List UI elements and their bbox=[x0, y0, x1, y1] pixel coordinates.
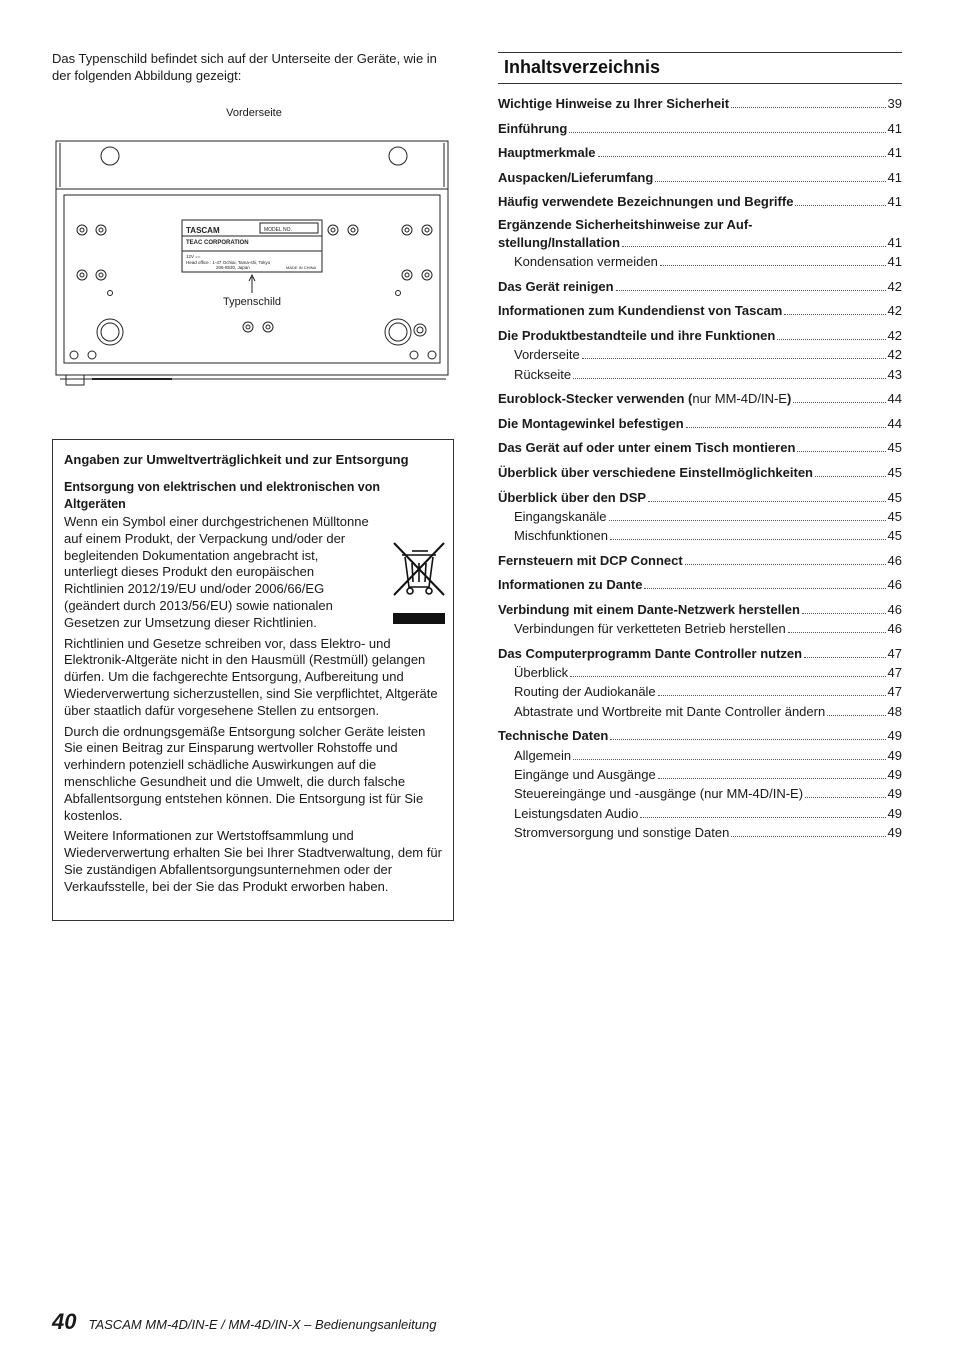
toc-entry-page: 49 bbox=[887, 766, 902, 782]
toc-entry-label: Das Computerprogramm Dante Controller nutzen bbox=[498, 645, 803, 661]
toc-entry-label: Die Produktbestandteile und ihre Funktionen bbox=[498, 328, 776, 344]
toc-entry-label: Informationen zum Kundendienst von Tascam bbox=[498, 303, 783, 319]
figure-label-typenschild: Typenschild bbox=[222, 296, 282, 308]
toc-leader-dots bbox=[731, 107, 885, 108]
toc-entry[interactable] bbox=[498, 575, 902, 594]
toc-entry-label: Verbindung mit einem Dante-Netzwerk herstellen bbox=[498, 601, 800, 617]
toc-entry-page: 46 bbox=[887, 601, 902, 617]
toc-leader-dots bbox=[622, 246, 885, 247]
toc-entry-label: Abtastrate und Wortbreite mit Dante Controller ändern bbox=[514, 703, 826, 719]
toc-entry[interactable] bbox=[498, 233, 902, 252]
plate-company: TEAC CORPORATION bbox=[186, 240, 249, 246]
toc-leader-dots bbox=[644, 588, 885, 589]
environment-subtitle: Entsorgung von elektrischen und elektronischen von Altgeräten bbox=[64, 480, 381, 511]
toc-entry-page: 45 bbox=[887, 489, 902, 505]
toc-subentry[interactable] bbox=[498, 507, 902, 526]
toc-leader-dots bbox=[573, 759, 885, 760]
toc-entry[interactable] bbox=[498, 414, 902, 433]
toc-subentry[interactable] bbox=[498, 526, 902, 545]
toc-entry-page: 49 bbox=[887, 786, 902, 802]
toc-entry-label: Routing der Audiokanäle bbox=[514, 684, 656, 700]
toc-leader-dots bbox=[805, 797, 885, 798]
toc-entry-label: Auspacken/Lieferumfang bbox=[498, 169, 654, 185]
toc-subentry[interactable] bbox=[498, 746, 902, 765]
toc-leader-dots bbox=[655, 181, 885, 182]
toc-entry-page: 42 bbox=[887, 278, 902, 294]
toc-subentry[interactable] bbox=[498, 784, 902, 803]
toc-leader-dots bbox=[686, 427, 886, 428]
toc-entry-page: 48 bbox=[887, 703, 902, 719]
toc-entry[interactable] bbox=[498, 301, 902, 320]
toc-leader-dots bbox=[573, 378, 885, 379]
toc-entry-label: Die Montagewinkel befestigen bbox=[498, 415, 684, 431]
toc-leader-dots bbox=[640, 817, 885, 818]
plate-address-2: 206-8530, Japan bbox=[216, 265, 250, 270]
toc-entry-page: 47 bbox=[887, 665, 902, 681]
toc-entry-page: 46 bbox=[887, 621, 902, 637]
toc-leader-dots bbox=[616, 290, 886, 291]
toc-subentry[interactable] bbox=[498, 682, 902, 701]
toc-leader-dots bbox=[610, 739, 885, 740]
environment-paragraph-4: Weitere Informationen zur Wertstoffsammlung und Wiederverwertung erhalten Sie bei Ihrer Stadtverwaltung, dem für Sie zuständigen Abfallentsorgungsunternehmen oder der Verkaufsstelle, bei der Sie das Produkt erworben haben. bbox=[64, 828, 442, 894]
toc-entry[interactable] bbox=[498, 326, 902, 345]
toc-leader-dots bbox=[582, 358, 886, 359]
toc-entry-page: 42 bbox=[887, 347, 902, 363]
environment-paragraph-1: Wenn ein Symbol einer durchgestrichenen Mülltonne auf einem Produkt, der Verpackung und/oder der begleitenden Dokumentation angebracht ist, unterliegt dieses Produkt den europäischen Richtlinien 2012/19/EU und/oder 2006/66/EG (geändert durch 2013/56/EU) sowie nationalen Gesetzen zur Umsetzung dieser Richtlinien. bbox=[64, 514, 369, 630]
toc-entry[interactable] bbox=[498, 644, 902, 663]
toc-entry-label: Eingänge und Ausgänge bbox=[514, 766, 656, 782]
toc-entry-page: 45 bbox=[887, 465, 902, 481]
toc-leader-dots bbox=[802, 613, 886, 614]
toc-leader-dots bbox=[784, 314, 885, 315]
toc-entry-label-line1[interactable]: Ergänzende Sicherheitshinweise zur Auf- bbox=[498, 216, 753, 232]
toc-leader-dots bbox=[570, 676, 885, 677]
toc-entry-page: 41 bbox=[887, 120, 902, 136]
toc-entry-label: Kondensation vermeiden bbox=[514, 254, 658, 270]
toc-entry-label: Eingangskanäle bbox=[514, 508, 607, 524]
toc-leader-dots bbox=[788, 632, 886, 633]
plate-rating: 12V == bbox=[186, 254, 201, 259]
toc-entry-page: 49 bbox=[887, 728, 902, 744]
toc-leader-dots bbox=[797, 451, 885, 452]
toc-entry-page: 46 bbox=[887, 552, 902, 568]
toc-entry-page: 49 bbox=[887, 747, 902, 763]
toc-entry[interactable] bbox=[498, 277, 902, 296]
toc-entry-label: stellung/Installation bbox=[498, 234, 621, 250]
plate-address-1: Head office : 1-47 Ochiai, Tama-shi, Tokyo bbox=[186, 260, 271, 265]
plate-origin: MADE IN CHINA bbox=[286, 265, 317, 270]
toc-leader-dots bbox=[658, 778, 886, 779]
device-drawing bbox=[52, 103, 456, 393]
toc-subentry[interactable] bbox=[498, 663, 902, 682]
footer-text: TASCAM MM-4D/IN-E / MM-4D/IN-X – Bedienungsanleitung bbox=[88, 1317, 437, 1332]
plate-brand: TASCAM bbox=[186, 226, 220, 235]
toc-title: Inhaltsverzeichnis bbox=[504, 57, 661, 77]
toc-entry-label: Mischfunktionen bbox=[514, 528, 608, 544]
toc-entry[interactable] bbox=[498, 600, 902, 619]
toc-entry-page: 41 bbox=[887, 169, 902, 185]
environment-box bbox=[52, 439, 454, 921]
toc-list bbox=[498, 94, 902, 842]
toc-subentry[interactable] bbox=[498, 365, 902, 384]
toc-entry-label: Verbindungen für verketteten Betrieb herstellen bbox=[514, 621, 786, 637]
toc-entry-label: Stromversorgung und sonstige Daten bbox=[514, 824, 730, 840]
toc-entry-label: Fernsteuern mit DCP Connect bbox=[498, 552, 683, 568]
toc-entry-page: 42 bbox=[887, 328, 902, 344]
toc-entry-label: Vorderseite bbox=[514, 347, 580, 363]
toc-entry-page: 41 bbox=[887, 194, 902, 210]
toc-entry-page: 42 bbox=[887, 303, 902, 319]
toc-entry-label: Leistungsdaten Audio bbox=[514, 805, 639, 821]
toc-leader-dots bbox=[660, 265, 886, 266]
toc-entry-page: 49 bbox=[887, 805, 902, 821]
toc-leader-dots bbox=[609, 520, 886, 521]
toc-leader-dots bbox=[598, 156, 886, 157]
toc-entry-label: Das Gerät auf oder unter einem Tisch montieren bbox=[498, 440, 796, 456]
toc-entry-label: Häufig verwendete Bezeichnungen und Begriffe bbox=[498, 194, 794, 210]
toc-subentry[interactable] bbox=[498, 619, 902, 638]
toc-entry[interactable] bbox=[498, 551, 902, 570]
toc-entry-label: Hauptmerkmale bbox=[498, 145, 596, 161]
toc-entry[interactable] bbox=[498, 143, 902, 162]
intro-text: Das Typenschild befindet sich auf der Unterseite der Geräte, wie in der folgenden Abbildung gezeigt: bbox=[52, 51, 437, 83]
toc-leader-dots bbox=[731, 836, 885, 837]
toc-leader-dots bbox=[648, 501, 885, 502]
environment-paragraph-3: Durch die ordnungsgemäße Entsorgung solcher Geräte leisten Sie einen Beitrag zur Einsparung wertvoller Rohstoffe und verhindern potenziell schädliche Auswirkungen auf die menschliche Gesundheit und die Umwelt, die durch falsche Abfallentsorgung entstehen können. Die Entsorgung ist für Sie kostenlos. bbox=[64, 723, 426, 823]
toc-entry[interactable] bbox=[498, 94, 902, 113]
toc-entry-label: Allgemein bbox=[514, 747, 572, 763]
toc-subentry[interactable] bbox=[498, 804, 902, 823]
toc-subentry[interactable] bbox=[498, 823, 902, 842]
toc-subentry[interactable] bbox=[498, 345, 902, 364]
toc-entry-label: Technische Daten bbox=[498, 728, 609, 744]
toc-entry-page: 44 bbox=[887, 415, 902, 431]
page-footer bbox=[52, 1309, 436, 1335]
toc-leader-dots bbox=[827, 715, 885, 716]
toc-entry-label: Einführung bbox=[498, 120, 568, 136]
toc-leader-dots bbox=[793, 402, 885, 403]
toc-entry-label: Das Gerät reinigen bbox=[498, 278, 614, 294]
toc-leader-dots bbox=[610, 539, 886, 540]
toc-entry-page: 45 bbox=[887, 508, 902, 524]
toc-leader-dots bbox=[658, 695, 886, 696]
toc-leader-dots bbox=[569, 132, 885, 133]
toc-leader-dots bbox=[804, 657, 885, 658]
page-number: 40 bbox=[52, 1309, 77, 1334]
toc-entry[interactable] bbox=[498, 438, 902, 457]
toc-entry-label: Steuereingänge und -ausgänge (nur MM-4D/IN-E) bbox=[514, 786, 804, 802]
crossed-out-wheelie-bin-icon bbox=[390, 537, 448, 625]
toc-entry-page: 49 bbox=[887, 824, 902, 840]
toc-entry-label: Überblick über den DSP bbox=[498, 489, 647, 505]
toc-title-bar bbox=[498, 52, 902, 84]
toc-entry[interactable] bbox=[498, 168, 902, 187]
figure-caption-front: Vorderseite bbox=[226, 107, 282, 119]
toc-entry-page: 41 bbox=[887, 254, 902, 270]
toc-leader-dots bbox=[815, 476, 886, 477]
table-of-contents bbox=[498, 52, 902, 840]
toc-entry-label: Überblick über verschiedene Einstellmöglichkeiten bbox=[498, 465, 813, 481]
toc-entry-page: 47 bbox=[887, 645, 902, 661]
toc-entry[interactable] bbox=[498, 192, 902, 211]
environment-title: Angaben zur Umweltverträglichkeit und zur Entsorgung bbox=[64, 452, 409, 467]
toc-leader-dots bbox=[777, 339, 885, 340]
toc-subentry[interactable] bbox=[498, 252, 902, 271]
toc-entry[interactable] bbox=[498, 389, 902, 408]
toc-entry-label: Rückseite bbox=[514, 366, 572, 382]
toc-subentry[interactable] bbox=[498, 765, 902, 784]
toc-entry-page: 43 bbox=[887, 366, 902, 382]
toc-entry[interactable] bbox=[498, 463, 902, 482]
toc-entry-page: 41 bbox=[887, 234, 902, 250]
toc-subentry[interactable] bbox=[498, 702, 902, 721]
toc-entry[interactable] bbox=[498, 488, 902, 507]
toc-entry[interactable] bbox=[498, 726, 902, 745]
toc-entry-page: 44 bbox=[887, 391, 902, 407]
toc-entry-label: Überblick bbox=[514, 665, 569, 681]
toc-entry-label: Euroblock-Stecker verwenden (nur MM-4D/IN-E) bbox=[498, 391, 792, 407]
toc-entry-page: 45 bbox=[887, 440, 902, 456]
environment-paragraph-2: Richtlinien und Gesetze schreiben vor, dass Elektro- und Elektronik-Altgeräte nicht in den Hausmüll (Restmüll) gelangen dürfen. Um die fachgerechte Entsorgung, Aufbereitung und Wiederverwertung sicherzustellen, sind Sie verpflichtet, Altgeräte über staatlich dafür vorgesehene Stellen zu entsorgen. bbox=[64, 635, 438, 718]
toc-entry-page: 46 bbox=[887, 577, 902, 593]
toc-entry-label: Informationen zu Dante bbox=[498, 577, 643, 593]
toc-entry[interactable] bbox=[498, 119, 902, 138]
toc-entry-page: 47 bbox=[887, 684, 902, 700]
toc-entry-page: 45 bbox=[887, 528, 902, 544]
toc-leader-dots bbox=[685, 564, 886, 565]
toc-entry-page: 41 bbox=[887, 145, 902, 161]
toc-entry-page: 39 bbox=[887, 96, 902, 111]
plate-model-field: MODEL NO. bbox=[264, 227, 292, 233]
toc-entry-label: Wichtige Hinweise zu Ihrer Sicherheit bbox=[498, 96, 730, 111]
device-bottom-figure bbox=[52, 103, 456, 393]
toc-leader-dots bbox=[795, 205, 885, 206]
